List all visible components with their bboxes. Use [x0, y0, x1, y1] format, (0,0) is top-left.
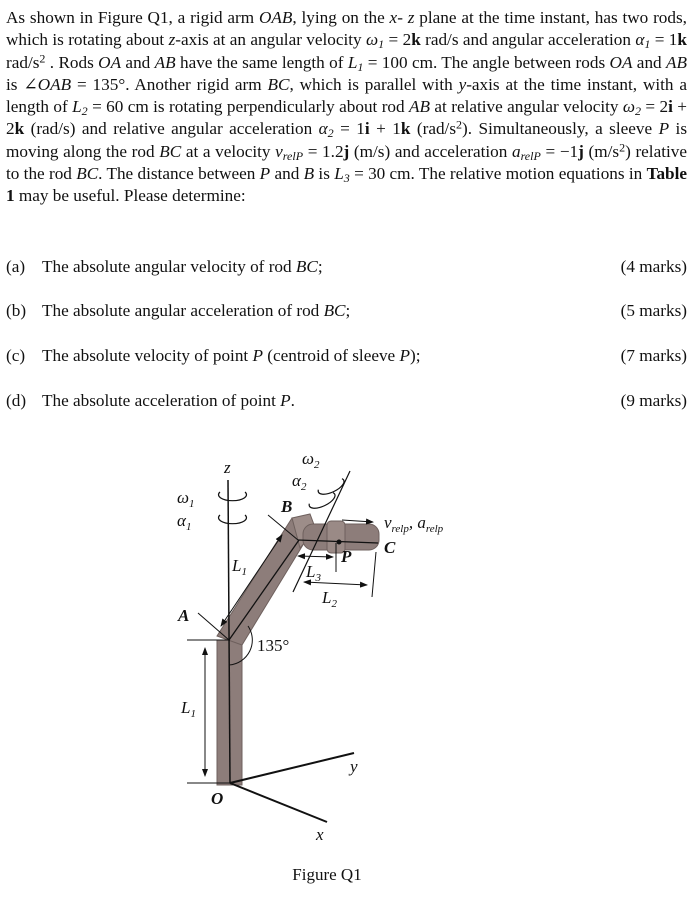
text-segment: z [407, 8, 415, 27]
text-segment: have the same length of [175, 52, 348, 72]
label-c: C [384, 538, 396, 557]
text-segment: z [168, 30, 176, 50]
text-segment: BC [323, 301, 346, 320]
y-axis [230, 753, 354, 783]
label-o: O [211, 789, 224, 808]
text-segment: 2 [456, 118, 463, 133]
text-segment: (m/s [583, 141, 620, 161]
text-segment: ); [410, 346, 421, 365]
text-segment: (rad/s) and relative angular acceleration [24, 119, 319, 139]
text-segment: P [399, 346, 410, 365]
text-segment: relP [282, 148, 304, 163]
figure-caption: Figure Q1 [292, 865, 362, 884]
text-segment: plane at the time instant, has two rods, which is rotating about [6, 8, 687, 50]
label-a: A [178, 606, 190, 625]
text-segment: and [121, 52, 155, 72]
text-segment: 2 [327, 126, 334, 141]
text-segment: and [632, 52, 666, 72]
text-segment: , which is parallel with [289, 74, 459, 94]
text-segment: 3 [343, 171, 350, 186]
text-segment: at relative angular velocity [430, 97, 623, 117]
text-segment: = 60 cm is rotating perpendicularly about rod [87, 97, 410, 117]
label-z: z [224, 458, 231, 477]
text-segment: = 1.2 [303, 141, 344, 161]
text-segment: is [314, 164, 335, 184]
text-segment: i [668, 97, 673, 117]
question-label: (d) [6, 391, 27, 410]
question-label: (c) [6, 346, 26, 365]
text-segment: k [14, 119, 25, 139]
text-segment: 1 [644, 37, 651, 52]
text-segment: α [635, 30, 645, 50]
label-alpha1: $\alpha_1$ [177, 511, 192, 533]
label-omega2: $\omega_2$ [302, 449, 320, 471]
text-segment: (centroid of sleeve [263, 346, 400, 365]
text-segment: . The distance between [98, 164, 260, 184]
text-segment: ; [317, 257, 323, 276]
text-segment: i [364, 119, 370, 139]
text-segment: -axis at an angular velocity [175, 30, 367, 50]
text-segment: P [280, 391, 291, 410]
text-segment: BC [267, 74, 290, 94]
label-alpha2: $\alpha_2$ [292, 471, 307, 493]
question-marks: (4 marks) [620, 257, 687, 276]
text-segment: . [290, 391, 295, 410]
rigid-arm [217, 514, 379, 785]
label-l1-diagonal: $L_1$ [232, 556, 247, 578]
vrel-arrow [342, 520, 373, 522]
l3-arrow [298, 556, 333, 557]
text-segment: B [303, 164, 315, 184]
text-segment: = 135°. Another rigid arm [71, 74, 268, 94]
label-angle: 135° [257, 636, 290, 655]
x-axis [230, 783, 327, 822]
text-segment: = 2 [641, 97, 669, 117]
text-segment: at a velocity [181, 141, 276, 161]
text-segment: BC [159, 141, 182, 161]
text-segment: . Rods [45, 52, 99, 72]
l2-tick [372, 552, 376, 597]
text-segment: α [318, 119, 328, 139]
ab-centerline [229, 540, 299, 640]
text-segment: OAB [37, 74, 72, 94]
label-l1-vertical: $L_1$ [181, 698, 196, 720]
text-segment: AB [154, 52, 176, 72]
text-segment: P [252, 346, 263, 365]
text-segment: AB [666, 52, 687, 72]
text-segment: 2 [635, 104, 642, 119]
text-segment: ; [345, 301, 351, 320]
text-segment: OA [98, 52, 122, 72]
text-segment: , lying on the [292, 8, 390, 27]
text-segment: v [275, 141, 283, 161]
text-segment: 2 [81, 104, 88, 119]
text-segment: The absolute acceleration of point [42, 391, 281, 410]
text-segment: = 1 [650, 30, 678, 50]
question-label: (a) [6, 257, 26, 276]
text-segment: + 1 [369, 119, 401, 139]
question-label: (b) [6, 301, 27, 320]
text-segment: may be useful. Please determine: [14, 186, 246, 206]
text-segment: ) relative to the rod [6, 141, 687, 184]
text-segment: = 1 [333, 119, 365, 139]
text-segment: (m/s) and acceleration [349, 141, 512, 161]
text-segment: = −1 [540, 141, 579, 161]
text-segment: OA [609, 52, 633, 72]
question-marks: (5 marks) [620, 301, 687, 320]
text-segment: ω [366, 30, 379, 50]
text-segment: = 2 [384, 30, 412, 50]
text-segment: OAB [258, 8, 293, 27]
text-segment: and [270, 164, 304, 184]
text-segment: j [578, 141, 584, 161]
point-p [337, 540, 342, 545]
text-segment: BC [76, 164, 99, 184]
text-segment: P [259, 164, 271, 184]
text-segment: BC [295, 257, 318, 276]
text-segment: AB [409, 97, 431, 117]
question-marks: (7 marks) [620, 346, 687, 365]
l2-arrow [304, 582, 367, 585]
text-segment: L [347, 52, 358, 72]
text-segment: The absolute angular velocity of rod [42, 257, 296, 276]
alpha1-rotation-icon [219, 515, 247, 524]
text-segment: P [658, 119, 670, 139]
text-segment: a [511, 141, 521, 161]
text-segment: rad/s [6, 52, 40, 72]
label-l3: $L_3$ [306, 562, 321, 584]
text-segment: ). Simultaneously, a sleeve [462, 119, 659, 139]
label-b: B [281, 497, 293, 516]
text-segment: L [72, 97, 82, 117]
text-segment: The absolute angular acceleration of rod [42, 301, 324, 320]
text-segment: Table 1 [6, 164, 688, 206]
text-segment: y [458, 74, 467, 94]
text-segment: x [389, 8, 398, 27]
text-segment: L [334, 164, 344, 184]
label-y: y [350, 757, 358, 776]
text-segment: The absolute velocity of point [42, 346, 253, 365]
alpha2-rotation-icon [308, 492, 337, 511]
text-segment: (rad/s [410, 119, 457, 139]
text-segment: ω [622, 97, 636, 117]
text-segment: is ∠ [6, 74, 38, 94]
text-segment: rad/s and angular acceleration [420, 30, 636, 50]
text-segment: -axis at the time instant, with a length of [6, 74, 687, 117]
text-segment: 2 [619, 140, 626, 155]
omega1-rotation-icon [219, 492, 247, 501]
text-segment: is moving along the rod [6, 119, 688, 161]
label-omega1: $\omega_1$ [177, 488, 195, 510]
text-segment: 1 [357, 59, 364, 74]
label-x: x [316, 825, 324, 844]
label-vrel-arel: $v_{relp}$, $a_{relp}$ [384, 513, 444, 535]
text-segment: = 100 cm. The angle between rods [363, 52, 610, 72]
text-segment: k [400, 119, 411, 139]
text-segment: j [343, 141, 350, 161]
text-segment: k [677, 30, 687, 50]
label-l2: $L_2$ [322, 588, 337, 610]
text-segment: 2 [39, 51, 46, 66]
text-segment: + 2 [6, 97, 688, 139]
text-segment: - [397, 8, 408, 27]
question-marks: (9 marks) [620, 391, 687, 410]
text-segment: relP [520, 148, 541, 163]
text-segment: As shown in Figure Q1, a rigid arm [6, 8, 259, 27]
text-segment: k [411, 30, 421, 50]
label-p: P [341, 547, 352, 566]
text-segment: 1 [378, 37, 385, 52]
text-segment: = 30 cm. The relative motion equations in [349, 164, 647, 184]
